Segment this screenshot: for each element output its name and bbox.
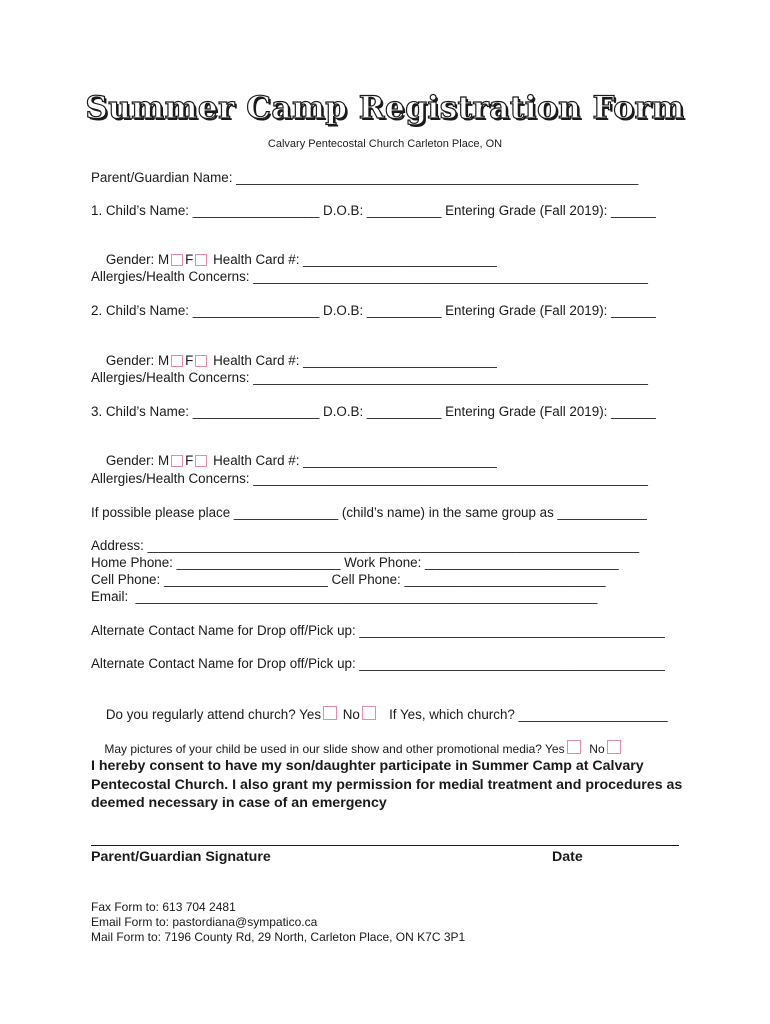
child-3-allergies-field[interactable]: Allergies/Health Concerns: _____________________________________________________ <box>91 471 648 486</box>
address-field[interactable]: Address: __________________________________________________________________ <box>91 538 640 553</box>
same-group-field[interactable]: If possible please place ______________ (child’s name) in the same group as ____________ <box>91 505 647 520</box>
signature-label: Parent/Guardian Signature <box>91 849 271 865</box>
child-1-name-line[interactable]: 1. Child’s Name: _________________ D.O.B: __________ Entering Grade (Fall 2019): ______ <box>91 203 656 218</box>
gender-label: Gender: M <box>105 353 170 368</box>
pictures-no-label: No <box>589 742 605 756</box>
child-1-gender-m-checkbox[interactable] <box>171 254 183 266</box>
cell-phone-field[interactable]: Cell Phone: ______________________ Cell Phone: ___________________________ <box>91 572 606 587</box>
child-3-health-card-field[interactable]: Health Card #: __________________________ <box>213 453 497 468</box>
child-2-name-line[interactable]: 2. Child’s Name: _________________ D.O.B: __________ Entering Grade (Fall 2019): ______ <box>91 303 656 318</box>
child-1-gender-f-checkbox[interactable] <box>195 254 207 266</box>
email-info: Email Form to: pastordiana@sympatico.ca <box>91 915 318 929</box>
gender-f-label: F <box>185 453 194 468</box>
gender-f-label: F <box>185 353 194 368</box>
gender-f-label: F <box>185 252 194 267</box>
church-no-label: No <box>342 707 360 722</box>
child-2-health-card-field[interactable]: Health Card #: __________________________ <box>213 353 497 368</box>
church-question: Do you regularly attend church? Yes <box>105 707 322 722</box>
child-3-gender-f-checkbox[interactable] <box>195 455 207 467</box>
form-subtitle: Calvary Pentecostal Church Carleton Place, ON <box>267 138 503 150</box>
gender-label: Gender: M <box>105 252 170 267</box>
form-title: Summer Camp Registration Form <box>85 90 685 126</box>
email-field[interactable]: Email: ______________________________________________________________ <box>91 589 598 604</box>
date-label: Date <box>552 849 583 865</box>
parent-name-field[interactable]: Parent/Guardian Name: ______________________________________________________ <box>91 170 639 185</box>
child-2-gender-f-checkbox[interactable] <box>195 355 207 367</box>
home-work-phone-field[interactable]: Home Phone: ______________________ Work Phone: __________________________ <box>91 555 619 570</box>
gender-label: Gender: M <box>105 453 170 468</box>
child-1-health-card-field[interactable]: Health Card #: __________________________ <box>213 252 497 267</box>
alternate-contact-field-2[interactable]: Alternate Contact Name for Drop off/Pick up: _________________________________________ <box>91 656 665 671</box>
child-2-allergies-field[interactable]: Allergies/Health Concerns: _____________________________________________________ <box>91 370 648 385</box>
which-church-field[interactable]: If Yes, which church? ____________________ <box>389 707 668 722</box>
child-3-gender-m-checkbox[interactable] <box>171 455 183 467</box>
mail-info: Mail Form to: 7196 County Rd, 29 North, Carleton Place, ON K7C 3P1 <box>91 930 466 944</box>
signature-line[interactable] <box>91 845 679 846</box>
pictures-yes-checkbox[interactable] <box>567 740 581 754</box>
fax-info: Fax Form to: 613 704 2481 <box>91 900 236 914</box>
consent-statement: I hereby consent to have my son/daughter participate in Summer Camp at Calvary Pentecostal Church. I also grant my permission for medial treatment and procedures as deemed necessary in case of an emergency <box>91 758 683 811</box>
church-no-checkbox[interactable] <box>362 706 376 720</box>
church-yes-checkbox[interactable] <box>323 706 337 720</box>
child-3-name-line[interactable]: 3. Child’s Name: _________________ D.O.B: __________ Entering Grade (Fall 2019): ______ <box>91 404 656 419</box>
child-1-allergies-field[interactable]: Allergies/Health Concerns: _____________________________________________________ <box>91 269 648 284</box>
child-2-gender-m-checkbox[interactable] <box>171 355 183 367</box>
alternate-contact-field-1[interactable]: Alternate Contact Name for Drop off/Pick up: _________________________________________ <box>91 623 665 638</box>
pictures-no-checkbox[interactable] <box>607 740 621 754</box>
pictures-question: May pictures of your child be used in our slide show and other promotional media? Yes <box>104 742 565 756</box>
